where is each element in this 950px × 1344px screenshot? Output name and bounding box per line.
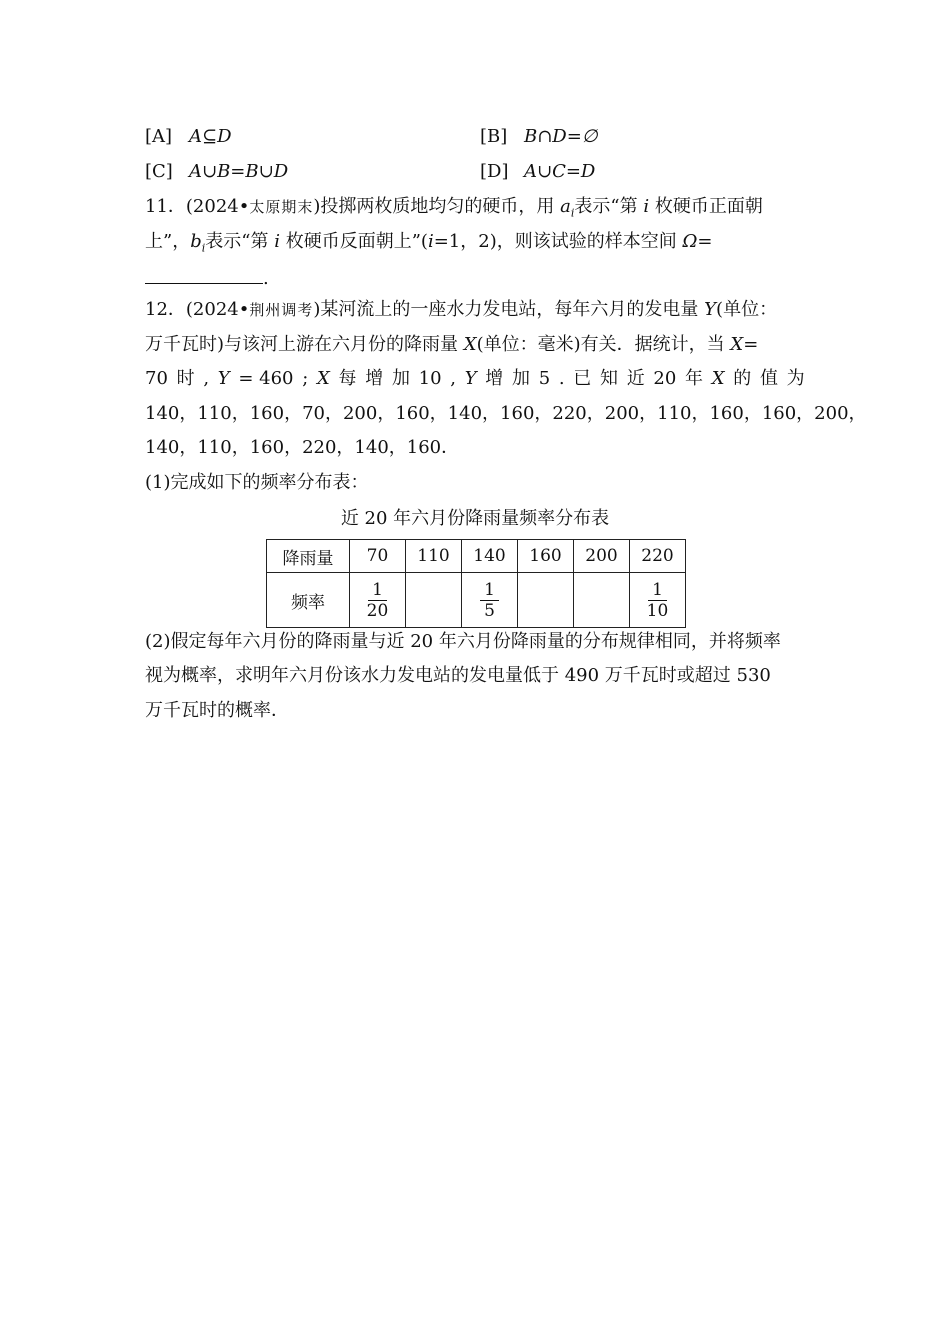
var-X: X — [730, 334, 744, 355]
var-i: i — [427, 231, 434, 252]
q12-text: 某河流上的一座水力发电站，每年六月的发电量 — [320, 299, 699, 320]
word: 年 — [685, 368, 703, 389]
q11-source-open: (2024 — [185, 196, 239, 217]
var-X: X — [711, 368, 725, 389]
var-Y: Y — [464, 368, 477, 389]
word: 知 — [599, 368, 618, 389]
word: 值 — [759, 368, 778, 389]
table-header-rainfall: 降雨量 — [267, 540, 350, 573]
table-cell — [350, 573, 406, 628]
q12-line-4: 140，110，160，70，200，160，140，160，220，200，110，160，160，200， — [145, 403, 867, 424]
table-cell-empty[interactable] — [518, 573, 574, 628]
word: 5 — [538, 368, 551, 389]
q11-source-close: ) — [313, 196, 321, 217]
option-c-label: [C] — [145, 161, 173, 182]
option-b — [480, 125, 598, 149]
q12-line-2 — [145, 333, 758, 357]
word: 10 — [418, 368, 442, 389]
fraction-numerator: 1 — [368, 580, 387, 601]
word: . — [558, 368, 565, 389]
q11-text: 上”， — [145, 231, 191, 252]
table-cell — [462, 573, 518, 628]
word: ; — [302, 368, 309, 389]
q12-source-dot: • — [238, 299, 250, 320]
table-row — [267, 573, 686, 628]
option-d — [480, 160, 595, 184]
option-a-expr: A⊆D — [189, 126, 232, 147]
q11-text: 表示“第 — [574, 196, 638, 217]
option-c — [145, 160, 288, 184]
fraction-numerator: 1 — [480, 580, 499, 601]
q12-text: 万千瓦时)与该河上游在六月份的降雨量 — [145, 334, 459, 355]
q11-text: =1，2)，则该试验的样本空间 — [433, 231, 677, 252]
word: 加 — [391, 368, 410, 389]
table-header-frequency: 频率 — [267, 573, 350, 628]
fraction-numerator: 1 — [648, 580, 667, 601]
var-X: X — [463, 334, 477, 355]
var-X: X — [317, 368, 330, 389]
option-d-label: [D] — [480, 161, 509, 182]
table-caption: 近 20 年六月份降雨量频率分布表 — [340, 508, 610, 529]
q12-text: (单位： — [716, 299, 778, 320]
sub-i: i — [201, 241, 206, 255]
q11-source: 太原期末 — [249, 198, 314, 216]
q11-line-2 — [145, 230, 712, 261]
q12-line-3 — [145, 367, 805, 391]
table-cell: 220 — [630, 540, 686, 573]
table-cell: 70 — [350, 540, 406, 573]
option-b-expr: B∩D=∅ — [524, 126, 598, 147]
q12-source: 荆州调考 — [249, 301, 314, 319]
word: 增 — [485, 368, 504, 389]
fraction-denominator: 20 — [366, 600, 389, 621]
fraction — [647, 580, 669, 621]
q11-text: 表示“第 — [205, 231, 269, 252]
word: 20 — [653, 368, 677, 389]
q11-text: 投掷两枚质地均匀的硬币，用 — [320, 196, 555, 217]
table-cell-empty[interactable] — [574, 573, 630, 628]
q12-number: 12． — [145, 299, 186, 320]
table-cell — [630, 573, 686, 628]
option-a-label: [A] — [145, 126, 173, 147]
word: 近 — [626, 368, 645, 389]
answer-blank[interactable] — [145, 265, 263, 284]
q12-part-2-line-2: 视为概率，求明年六月份该水力发电站的发电量低于 490 万千瓦时或超过 530 — [145, 665, 771, 686]
frequency-table — [266, 539, 686, 628]
q12-line-1 — [145, 298, 777, 322]
fraction — [480, 580, 499, 621]
q11-number: 11． — [145, 196, 186, 217]
fraction-denominator: 5 — [484, 600, 495, 621]
table-cell: 160 — [518, 540, 574, 573]
q11-source-dot: • — [238, 196, 250, 217]
word: 70 — [145, 368, 168, 389]
table-cell: 200 — [574, 540, 630, 573]
var-i: i — [643, 196, 650, 217]
table-cell: 110 — [406, 540, 462, 573]
word: , — [450, 368, 456, 389]
q12-part-2-line-1: (2)假定每年六月份的降雨量与近 20 年六月份降雨量的分布规律相同，并将频率 — [145, 631, 781, 652]
word: 时 — [176, 368, 195, 389]
word: 已 — [573, 368, 592, 389]
var-Y: Y — [217, 368, 230, 389]
word: = 460 — [238, 368, 294, 389]
var-i: i — [274, 231, 280, 252]
q11-end: . — [263, 268, 269, 289]
q11-text: 枚硬币反面朝上”( — [285, 231, 428, 252]
word: 加 — [511, 368, 530, 389]
word: 的 — [733, 368, 752, 389]
q12-text: = — [743, 334, 759, 355]
q12-line-5: 140，110，160，220，140，160． — [145, 437, 460, 458]
option-d-expr: A∪C=D — [524, 161, 596, 182]
word: 每 — [338, 368, 357, 389]
table-row — [267, 540, 686, 573]
q12-source-close: ) — [313, 299, 321, 320]
word: 为 — [786, 368, 805, 389]
word: 增 — [365, 368, 384, 389]
q12-part-2-line-3: 万千瓦时的概率． — [145, 700, 289, 721]
q11-line-3 — [145, 265, 269, 291]
option-b-label: [B] — [480, 126, 508, 147]
var-b: b — [190, 231, 202, 252]
table-cell: 140 — [462, 540, 518, 573]
q11-line-1 — [145, 195, 763, 226]
option-a — [145, 125, 232, 149]
var-Y: Y — [704, 299, 717, 320]
q11-eq: = — [697, 231, 713, 252]
q12-part-1: (1)完成如下的频率分布表： — [145, 472, 369, 493]
option-c-expr: A∪B=B∪D — [189, 161, 289, 182]
word: , — [203, 368, 210, 389]
q12-text: (单位：毫米)有关．据统计，当 — [476, 334, 725, 355]
fraction — [367, 580, 389, 621]
sub-i: i — [570, 206, 575, 220]
var-omega: Ω — [682, 231, 698, 252]
fraction-denominator: 10 — [646, 600, 669, 621]
var-a: a — [560, 196, 571, 217]
q12-source-open: (2024 — [185, 299, 239, 320]
q11-text: 枚硬币正面朝 — [654, 196, 763, 217]
table-cell-empty[interactable] — [406, 573, 462, 628]
